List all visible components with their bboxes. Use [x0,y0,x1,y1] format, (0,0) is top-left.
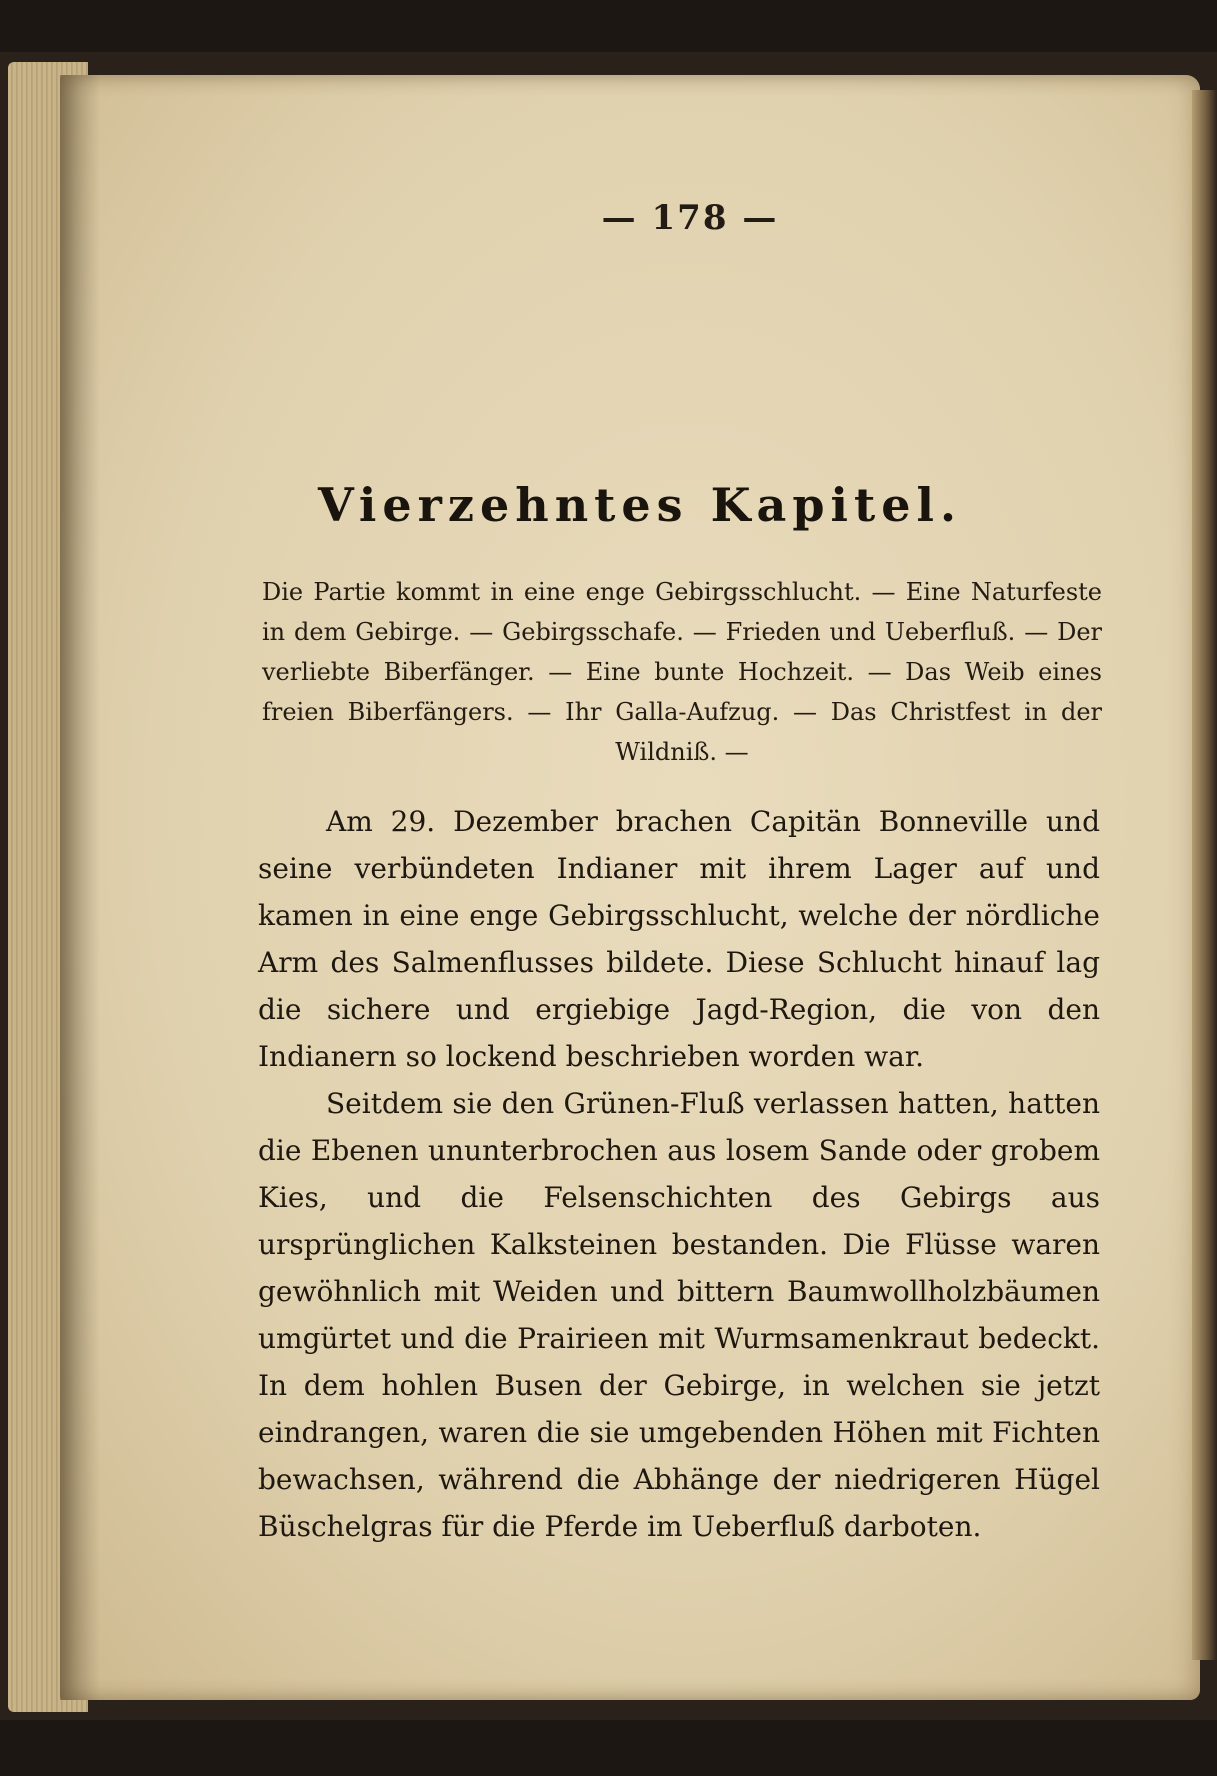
paragraph-1: Am 29. Dezember brachen Capitän Bonneville und seine verbündeten Indianer mit ihrem Lager auf und kamen in eine enge Gebirgsschlucht, welche der nördliche Arm des Salmenflusses bildete. Diese Schlucht hinauf lag die sichere und ergiebige Jagd-Region, die von den Indianern so lockend beschrieben worden war. [258,805,1100,1073]
page-number: — 178 — [601,198,779,238]
page-right-edge [1192,90,1217,1660]
body-text [258,798,1100,1550]
chapter-summary: Die Partie kommt in eine enge Gebirgsschlucht. — Eine Naturfeste in dem Gebirge. — Gebirgsschafe. — Frieden und Ueberfluß. — Der verliebte Biberfänger. — Eine bunte Hochzeit. — Das Weib eines freien Biberfängers. — Ihr Galla-Aufzug. — Das Christfest in der Wildniß. — [262,578,1102,766]
paragraph-2: Seitdem sie den Grünen-Fluß verlassen hatten, hatten die Ebenen ununterbrochen aus losem Sande oder grobem Kies, und die Felsenschichten des Gebirgs aus ursprünglichen Kalksteinen bestanden. Die Flüsse waren gewöhnlich mit Weiden und bittern Baumwollholzbäumen umgürtet und die Prairieen mit Wurmsamenkraut bedeckt. In dem hohlen Busen der Gebirge, in welchen sie jetzt eindrangen, waren die sie umgebenden Höhen mit Fichten bewachsen, während die Abhänge der niedrigeren Hügel Büschelgras für die Pferde im Ueberfluß darboten. [258,1087,1100,1543]
spine-shadow [60,75,100,1700]
chapter-title: Vierzehntes Kapitel. [318,478,962,532]
